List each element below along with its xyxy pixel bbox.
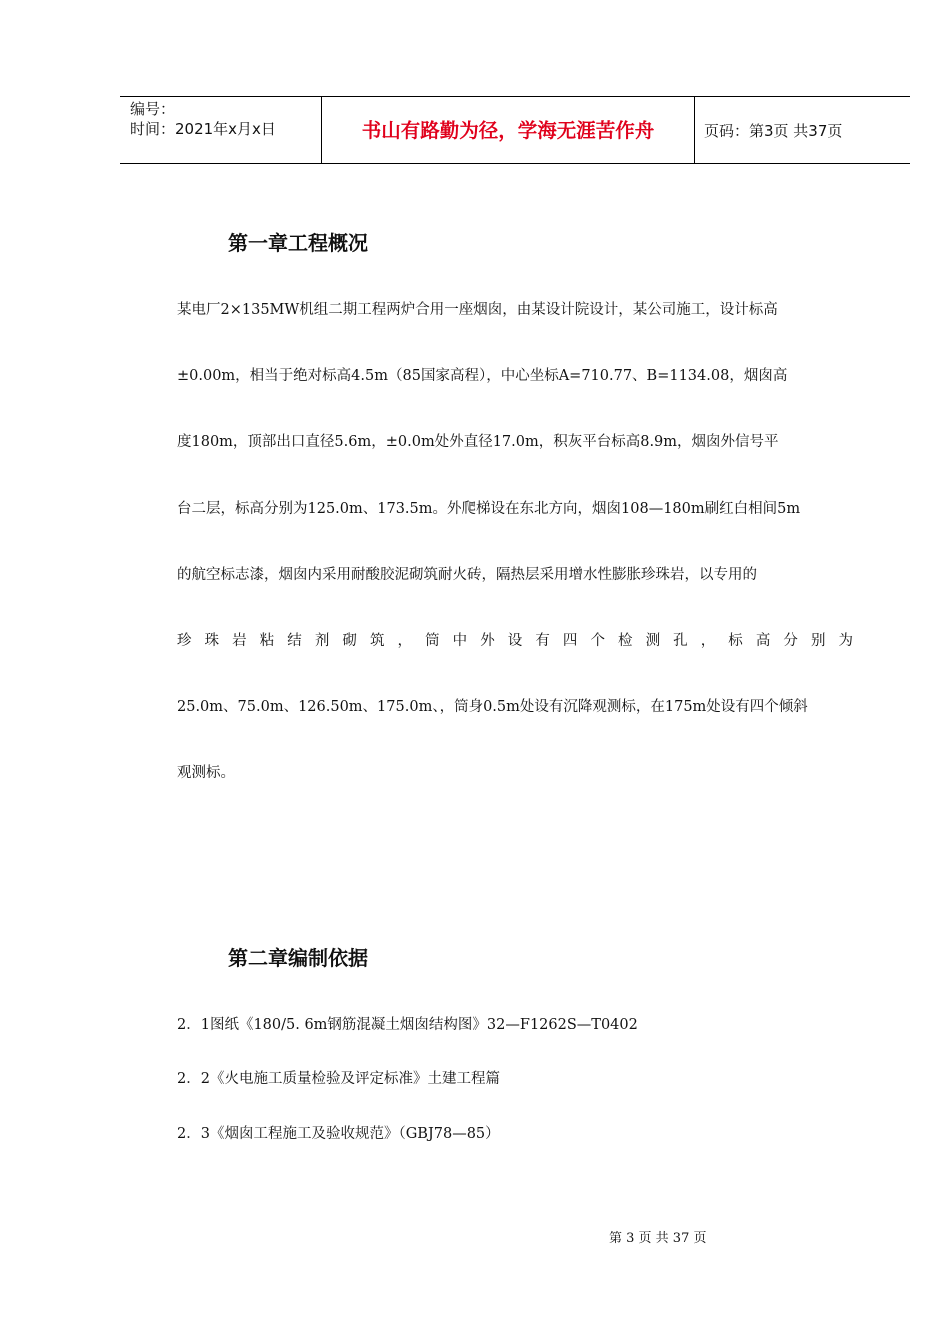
- header-number-label: 编号：: [130, 100, 176, 118]
- justified-char: 结: [287, 633, 302, 649]
- justified-char: 粘: [259, 633, 275, 649]
- header-motto: 书山有路勤为径，学海无涯苦作舟: [361, 119, 655, 142]
- body-line: 台二层，标高分别为125.0m、173.5m。外爬梯设在东北方向，烟囱108—180m刷红白相间5m: [177, 501, 801, 517]
- page-header: [120, 96, 910, 164]
- chapter-2-title: 第二章编制依据: [228, 946, 368, 970]
- justified-char: 珠: [204, 633, 220, 649]
- body-line: ±0.00m，相当于绝对标高4.5m（85国家高程），中心坐标A=710.77、B=1134.08，烟囱高: [177, 368, 788, 384]
- justified-char: 中: [452, 633, 468, 649]
- justified-char: 筒: [425, 633, 440, 649]
- justified-char: 标: [728, 633, 743, 649]
- justified-char: ，: [397, 633, 412, 649]
- justified-char: 高: [755, 633, 771, 649]
- reference-item: 2．1图纸《180/5. 6m钢筋混凝土烟囱结构图》32—F1262S—T0402: [177, 1017, 638, 1033]
- justified-char: 外: [480, 633, 495, 649]
- reference-item: 2．2《火电施工质量检验及评定标准》土建工程篇: [177, 1071, 500, 1087]
- justified-char: 有: [535, 633, 550, 649]
- body-line: 度180m，顶部出口直径5.6m，±0.0m处外直径17.0m，积灰平台标高8.9m，烟囱外信号平: [177, 434, 779, 450]
- body-line: 某电厂2×135MW机组二期工程两炉合用一座烟囱，由某设计院设计，某公司施工，设计标高: [177, 302, 778, 318]
- justified-char: 个: [590, 633, 605, 649]
- justified-char: 筑: [369, 633, 385, 649]
- header-meta: [130, 99, 276, 139]
- body-line: 观测标。: [177, 765, 235, 781]
- body-line: 25.0m、75.0m、126.50m、175.0m、，筒身0.5m处设有沉降观测标，在175m处设有四个倾斜: [177, 699, 808, 715]
- chapter-1-title: 第一章工程概况: [228, 231, 368, 255]
- justified-char: 岩: [232, 633, 247, 649]
- justified-char: 测: [645, 633, 661, 649]
- justified-char: 分: [783, 633, 798, 649]
- body-line-justified: [177, 631, 853, 651]
- justified-char: 别: [810, 633, 826, 649]
- justified-char: 四: [562, 633, 578, 649]
- justified-char: 孔: [673, 633, 688, 649]
- header-page-info: 页码：第3页 共37页: [704, 122, 843, 140]
- justified-char: 检: [618, 633, 633, 649]
- justified-char: 珍: [177, 633, 192, 649]
- justified-char: 砌: [342, 633, 357, 649]
- header-time: 时间：2021年x月x日: [130, 120, 276, 138]
- page-footer: 第 3 页 共 37 页: [609, 1231, 707, 1246]
- justified-char: 剂: [314, 633, 330, 649]
- justified-char: ，: [700, 633, 716, 649]
- reference-item: 2．3《烟囱工程施工及验收规范》（GBJ78—85）: [177, 1126, 500, 1142]
- header-divider: [694, 97, 695, 163]
- justified-char: 设: [507, 633, 523, 649]
- body-line: 的航空标志漆，烟囱内采用耐酸胶泥砌筑耐火砖，隔热层采用增水性膨胀珍珠岩，以专用的: [177, 567, 757, 583]
- justified-char: 为: [838, 633, 853, 649]
